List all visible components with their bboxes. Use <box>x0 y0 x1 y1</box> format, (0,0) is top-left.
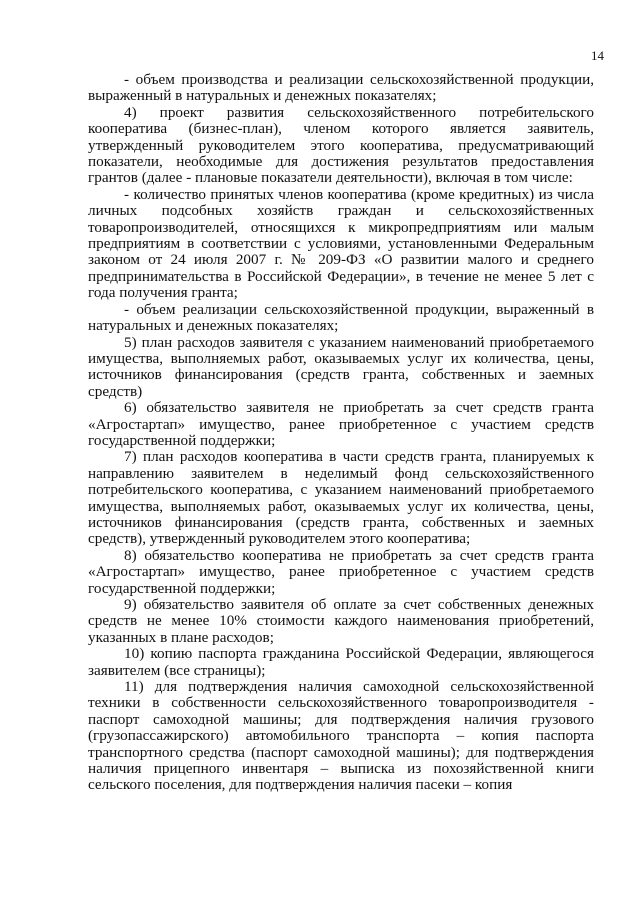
paragraph-item-5-expense-plan: 5) план расходов заявителя с указанием наименований приобретаемого имущества, выполняемых работ, оказываемых услуг их количества, цены, источников финансирования (средств гранта, собственных и заемных средств) <box>88 333 594 400</box>
paragraph-item-8-cooperative-obligation: 8) обязательство кооператива не приобретать за счет средств гранта «Агростартап» имущество, ранее приобретенное с участием средств государственной поддержки; <box>88 546 594 597</box>
paragraph-sales-volume: - объем реализации сельскохозяйственной продукции, выраженный в натуральных и денежных показателях; <box>88 300 594 335</box>
body-text <box>88 72 594 794</box>
page-number: 14 <box>591 48 604 63</box>
paragraph-production-volume: - объем производства и реализации сельскохозяйственной продукции, выраженный в натуральных и денежных показателях; <box>88 71 594 105</box>
paragraph-item-10-passport-copy: 10) копию паспорта гражданина Российской Федерации, являющегося заявителем (все страницы); <box>88 645 594 679</box>
paragraph-item-11-equipment-proof: 11) для подтверждения наличия самоходной сельскохозяйственной техники в собственности сельскохозяйственного товаропроизводителя - паспорт самоходной машины; для подтверждения наличия грузового (грузопассажирского) автомобильного транспорта – копия паспорта транспортного средства (паспорт самоходной машины); для подтверждения наличия прицепного инвентаря – выписка из похозяйственной книги сельского поселения, для подтверждения наличия пасеки – копия <box>88 678 594 794</box>
paragraph-member-count: - количество принятых членов кооператива (кроме кредитных) из числа личных подсобных хозяйств граждан и сельскохозяйственных товаропроизводителей, относящихся к микропредприятиям или малым предприятиям в соответствии с условиями, установленными Федеральным законом от 24 июля 2007 г. № 209-ФЗ «О развитии малого и среднего предпринимательства в Российской Федерации», в течение не менее 5 лет с года получения гранта; <box>88 185 594 302</box>
paragraph-item-9-own-funds: 9) обязательство заявителя об оплате за счет собственных денежных средств не менее 10% стоимости каждого наименования приобретений, указанных в плане расходов; <box>88 596 594 646</box>
paragraph-item-7-cooperative-expense-plan: 7) план расходов кооператива в части средств гранта, планируемых к направлению заявителем в неделимый фонд сельскохозяйственного потребительского кооператива, с указанием наименований приобретаемого имущества, выполняемых работ, оказываемых услуг их количества, цены, источников финансирования (средств гранта, собственных и заемных средств), утвержденный руководителем этого кооператива; <box>88 448 594 548</box>
paragraph-item-6-applicant-obligation: 6) обязательство заявителя не приобретать за счет средств гранта «Агростартап» имущество, ранее приобретенное с участием средств государственной поддержки; <box>88 399 594 449</box>
paragraph-item-4-business-plan: 4) проект развития сельскохозяйственного потребительского кооператива (бизнес-план), членом которого является заявитель, утвержденный руководителем этого кооператива, предусматривающий показатели, необходимые для достижения результатов предоставления грантов (далее - плановые показатели деятельности), включая в том числе: <box>88 103 594 187</box>
